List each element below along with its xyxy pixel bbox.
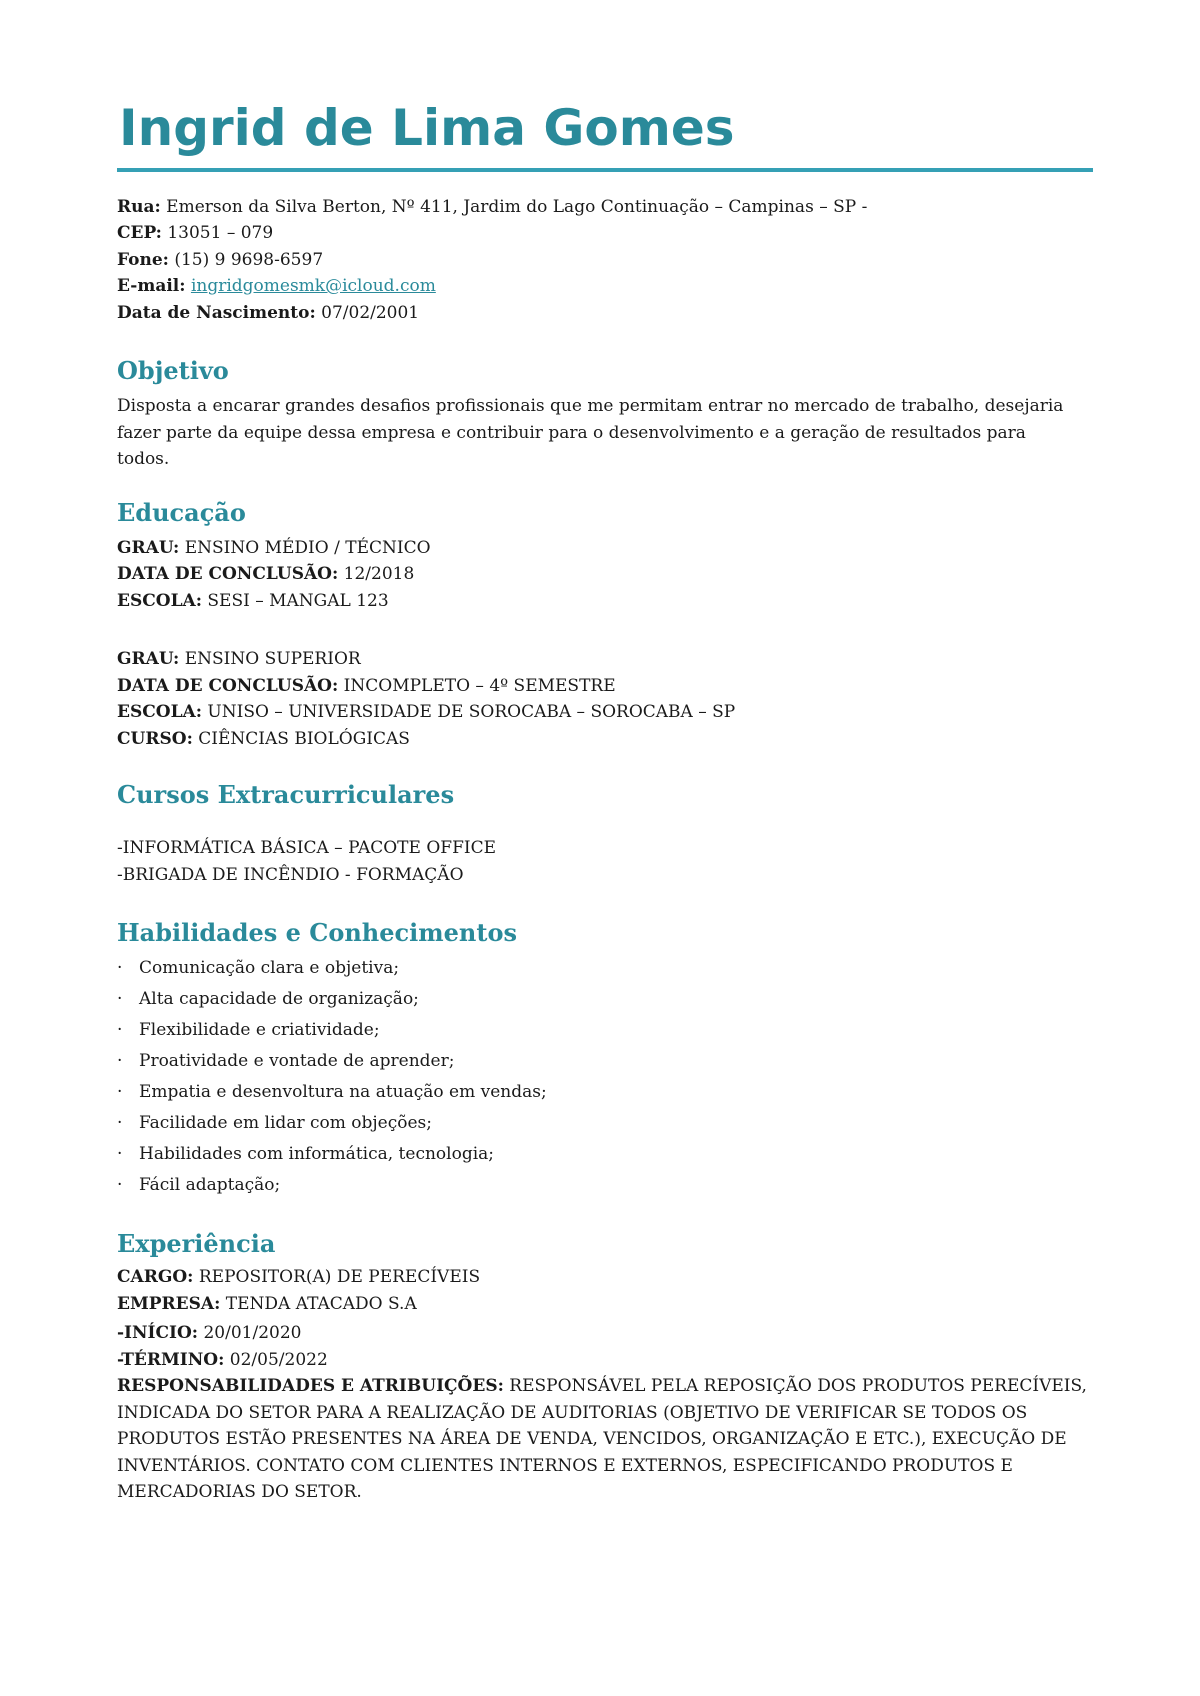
- course-item: -BRIGADA DE INCÊNDIO - FORMAÇÃO: [117, 864, 464, 885]
- education-degree: [117, 535, 1093, 562]
- experience-entry: [117, 1264, 1093, 1506]
- school-value: UNISO – UNIVERSIDADE DE SOROCABA – SOROCABA – SP: [202, 702, 736, 722]
- skill-item: [117, 984, 1093, 1015]
- bullet-icon: ·: [117, 958, 123, 978]
- responsibilities: [117, 1373, 1102, 1506]
- degree-label: GRAU:: [117, 649, 180, 669]
- email-label: E-mail:: [117, 276, 186, 296]
- skills-list: [117, 953, 1093, 1201]
- email-link[interactable]: ingridgomesmk@icloud.com: [190, 276, 436, 296]
- education-school: [117, 588, 1093, 615]
- end-value: 02/05/2022: [224, 1349, 328, 1370]
- resume-page: [117, 100, 1093, 1506]
- objective-text: Disposta a encarar grandes desafios profissionais que me permitam entrar no mercado de trabalho, desejaria fazer parte da equipe dessa empresa e contribuir para o desenvolvimento e a geração de resultados para todos.: [117, 396, 1064, 469]
- skill-item: [117, 1046, 1093, 1077]
- start-value: 20/01/2020: [198, 1323, 302, 1343]
- responsibilities-label: RESPONSABILIDADES E ATRIBUIÇÕES:: [117, 1376, 504, 1396]
- bullet-icon: ·: [117, 1082, 123, 1102]
- job-title-value: REPOSITOR(A) DE PERECÍVEIS: [193, 1267, 481, 1287]
- education-date: [117, 561, 1093, 588]
- company-value: TENDA ATACADO S.A: [220, 1293, 417, 1314]
- bullet-icon: ·: [117, 1175, 123, 1195]
- education-heading: Educação: [117, 497, 246, 527]
- address-line: [117, 194, 1093, 221]
- bullet-icon: ·: [117, 1144, 123, 1164]
- bullet-icon: ·: [117, 1113, 123, 1133]
- skill-text: Proatividade e vontade de aprender;: [139, 1051, 455, 1071]
- job-title: [117, 1264, 1093, 1291]
- skill-item: [117, 1108, 1093, 1139]
- skill-item: [117, 953, 1093, 984]
- school-label: ESCOLA:: [117, 702, 202, 722]
- date-value: INCOMPLETO – 4º SEMESTRE: [338, 675, 616, 696]
- job-title-label: CARGO:: [117, 1267, 194, 1287]
- education-course: [117, 726, 1093, 753]
- skills-heading: Habilidades e Conhecimentos: [117, 918, 517, 947]
- school-label: ESCOLA:: [117, 590, 202, 611]
- date-label: DATA DE CONCLUSÃO:: [117, 675, 339, 696]
- cep-value: 13051 – 079: [161, 223, 274, 243]
- degree-label: GRAU:: [117, 537, 180, 558]
- degree-value: ENSINO MÉDIO / TÉCNICO: [179, 537, 431, 558]
- education-school: [117, 699, 1093, 726]
- cep-label: CEP:: [117, 223, 162, 243]
- responsibilities-text: RESPONSÁVEL PELA REPOSIÇÃO DOS PRODUTOS PERECÍVEIS, INDICADA DO SETOR PARA A REALIZAÇÃO DE AUDITORIAS (OBJETIVO DE VERIFICAR SE TODOS OS PRODUTOS ESTÃO PRESENTES NA ÁREA DE VENDA, VENCIDOS, ORGANIZAÇÃO E ETC.), EXECUÇÃO DE INVENTÁRIOS. CONTATO COM CLIENTES INTERNOS E EXTERNOS, ESPECIFICANDO PRODUTOS E MERCADORIAS DO SETOR.: [117, 1376, 1087, 1502]
- address-label: Rua:: [117, 196, 161, 217]
- objective-heading: Objetivo: [117, 356, 229, 385]
- experience-heading: Experiência: [117, 1229, 276, 1258]
- course-value: CIÊNCIAS BIOLÓGICAS: [192, 728, 410, 749]
- education-entry: [117, 646, 1093, 752]
- skill-text: Alta capacidade de organização;: [139, 989, 419, 1009]
- phone-value: (15) 9 9698-6597: [168, 249, 324, 270]
- skill-item: [117, 1139, 1093, 1170]
- birthdate-line: [117, 300, 1093, 327]
- end-date: [117, 1347, 1093, 1374]
- education-date: [117, 673, 1093, 700]
- bullet-icon: ·: [117, 1020, 123, 1040]
- phone-line: [117, 247, 1093, 274]
- skill-text: Flexibilidade e criatividade;: [139, 1020, 380, 1040]
- company-label: EMPRESA:: [117, 1293, 221, 1314]
- skill-item: [117, 1077, 1093, 1108]
- degree-value: ENSINO SUPERIOR: [179, 649, 361, 669]
- education-degree: [117, 646, 1093, 673]
- education-entry: [117, 535, 1093, 615]
- skill-text: Habilidades com informática, tecnologia;: [139, 1144, 494, 1164]
- courses-heading: Cursos Extracurriculares: [117, 780, 455, 809]
- skill-item: [117, 1015, 1093, 1046]
- skill-text: Comunicação clara e objetiva;: [139, 958, 400, 978]
- skill-text: Facilidade em lidar com objeções;: [139, 1113, 432, 1133]
- title-divider: [117, 168, 1093, 172]
- birthdate-value: 07/02/2001: [315, 302, 420, 323]
- courses-list: [117, 835, 1093, 888]
- bullet-icon: ·: [117, 989, 123, 1009]
- email-line: [117, 273, 1093, 300]
- skill-item: [117, 1170, 1093, 1201]
- end-label: -TÉRMINO:: [117, 1349, 225, 1370]
- skill-text: Fácil adaptação;: [139, 1175, 281, 1195]
- course-label: CURSO:: [117, 728, 193, 749]
- date-label: DATA DE CONCLUSÃO:: [117, 564, 339, 584]
- contact-block: [117, 194, 1093, 327]
- birthdate-label: Data de Nascimento:: [117, 302, 316, 323]
- start-date: [117, 1320, 1093, 1347]
- course-item: -INFORMÁTICA BÁSICA – PACOTE OFFICE: [117, 838, 496, 858]
- cep-line: [117, 220, 1093, 247]
- school-value: SESI – MANGAL 123: [202, 590, 389, 611]
- phone-label: Fone:: [117, 249, 169, 270]
- date-value: 12/2018: [338, 564, 415, 584]
- bullet-icon: ·: [117, 1051, 123, 1071]
- start-label: -INÍCIO:: [117, 1323, 199, 1343]
- candidate-name: Ingrid de Lima Gomes: [119, 99, 735, 157]
- company: [117, 1291, 1093, 1318]
- skill-text: Empatia e desenvoltura na atuação em vendas;: [139, 1082, 547, 1102]
- address-value: Emerson da Silva Berton, Nº 411, Jardim do Lago Continuação – Campinas – SP -: [160, 196, 868, 217]
